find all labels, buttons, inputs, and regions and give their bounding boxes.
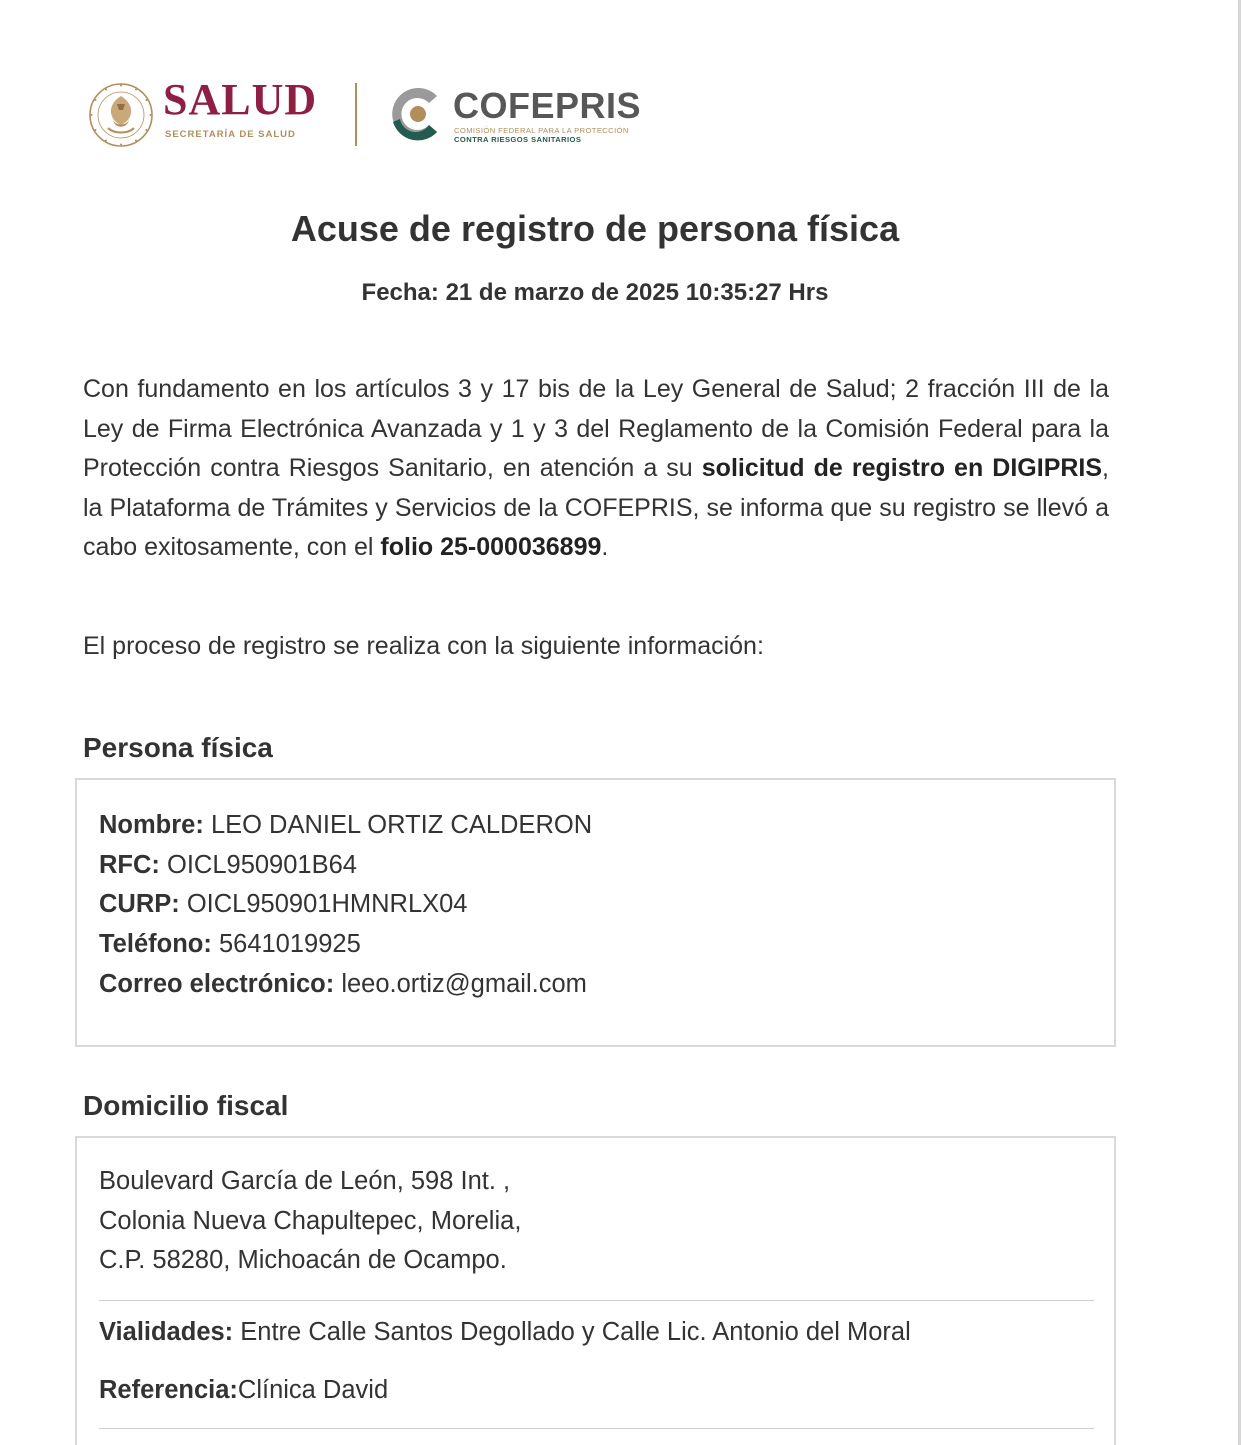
field-value: OICL950901HMNRLX04 [186,890,468,919]
field-label: Teléfono: [99,930,212,959]
date-value: 21 de marzo de 2025 10:35:27 Hrs [445,279,829,306]
vialidades-field [99,1316,911,1348]
logo-divider [355,83,357,146]
vialidades-label: Vialidades: [99,1318,234,1346]
field-label: RFC: [99,850,160,879]
cofepris-logo-text: COFEPRIS [453,85,642,126]
date-label: Fecha: [361,279,439,306]
cofepris-logo-icon [385,82,447,146]
cofepris-logo-subtitle [454,126,629,144]
cofepris-subtitle-line2: CONTRA RIESGOS SANITARIOS [454,135,582,144]
field-correo [99,965,592,1005]
intro-paragraph [83,370,1109,568]
field-nombre [99,806,592,846]
field-rfc [99,846,592,886]
address-line: Colonia Nueva Chapultepec, Morelia, [99,1206,522,1235]
field-curp [99,885,592,925]
mexican-seal-icon [88,82,154,148]
intro-part3: . [601,533,609,562]
domicilio-fiscal-box [75,1136,1116,1445]
field-label: Nombre: [99,811,204,839]
field-label: Correo electrónico: [99,969,335,998]
intro-part2: , la Plataforma de Trámites y Servicios de la COFEPRIS, se informa que su registro se llevó a cabo exitosamente, con el [83,454,1109,562]
salud-logo-text: SALUD [163,75,318,124]
document-title: Acuse de registro de persona física [290,208,900,249]
document-date [0,279,1190,307]
intro-part1: Con fundamento en los artículos 3 y 17 bis de la Ley General de Salud; 2 fracción III de la Ley de Firma Electrónica Avanzada y 1 y 3 del Reglamento de la Comisión Federal para la Protección contra Riesgos Sanitario, en atención a su [83,375,1109,483]
cofepris-subtitle-line1: COMISIÓN FEDERAL PARA LA PROTECCIÓN [454,126,629,135]
document-header [88,75,688,150]
section-title-persona-fisica: Persona física [83,732,273,763]
address-block [99,1162,521,1281]
intro-bold-folio: folio 25-000036899 [380,533,602,562]
field-telefono [99,925,592,965]
divider [99,1428,1094,1429]
persona-fisica-box [75,778,1116,1047]
process-text: El proceso de registro se realiza con la siguiente información: [83,632,764,660]
address-line: Boulevard García de León, 598 Int. , [99,1167,511,1195]
divider [99,1300,1094,1301]
referencia-value: Clínica David [237,1376,389,1404]
section-title-domicilio-fiscal: Domicilio fiscal [83,1090,289,1121]
vialidades-value: Entre Calle Santos Degollado y Calle Lic. Antonio del Moral [240,1318,911,1346]
field-value: 5641019925 [218,930,361,959]
field-value: LEO DANIEL ORTIZ CALDERON [210,811,593,839]
persona-fields [99,806,592,1005]
intro-bold-request: solicitud de registro en DIGIPRIS [701,454,1103,483]
referencia-label: Referencia: [99,1376,238,1404]
field-value: leeo.ortiz@gmail.com [341,969,587,998]
address-line: C.P. 58280, Michoacán de Ocampo. [99,1246,507,1274]
salud-logo-subtitle: SECRETARÍA DE SALUD [165,129,296,140]
referencia-field [99,1374,388,1406]
field-value: OICL950901B64 [167,850,357,879]
field-label: CURP: [99,890,180,919]
